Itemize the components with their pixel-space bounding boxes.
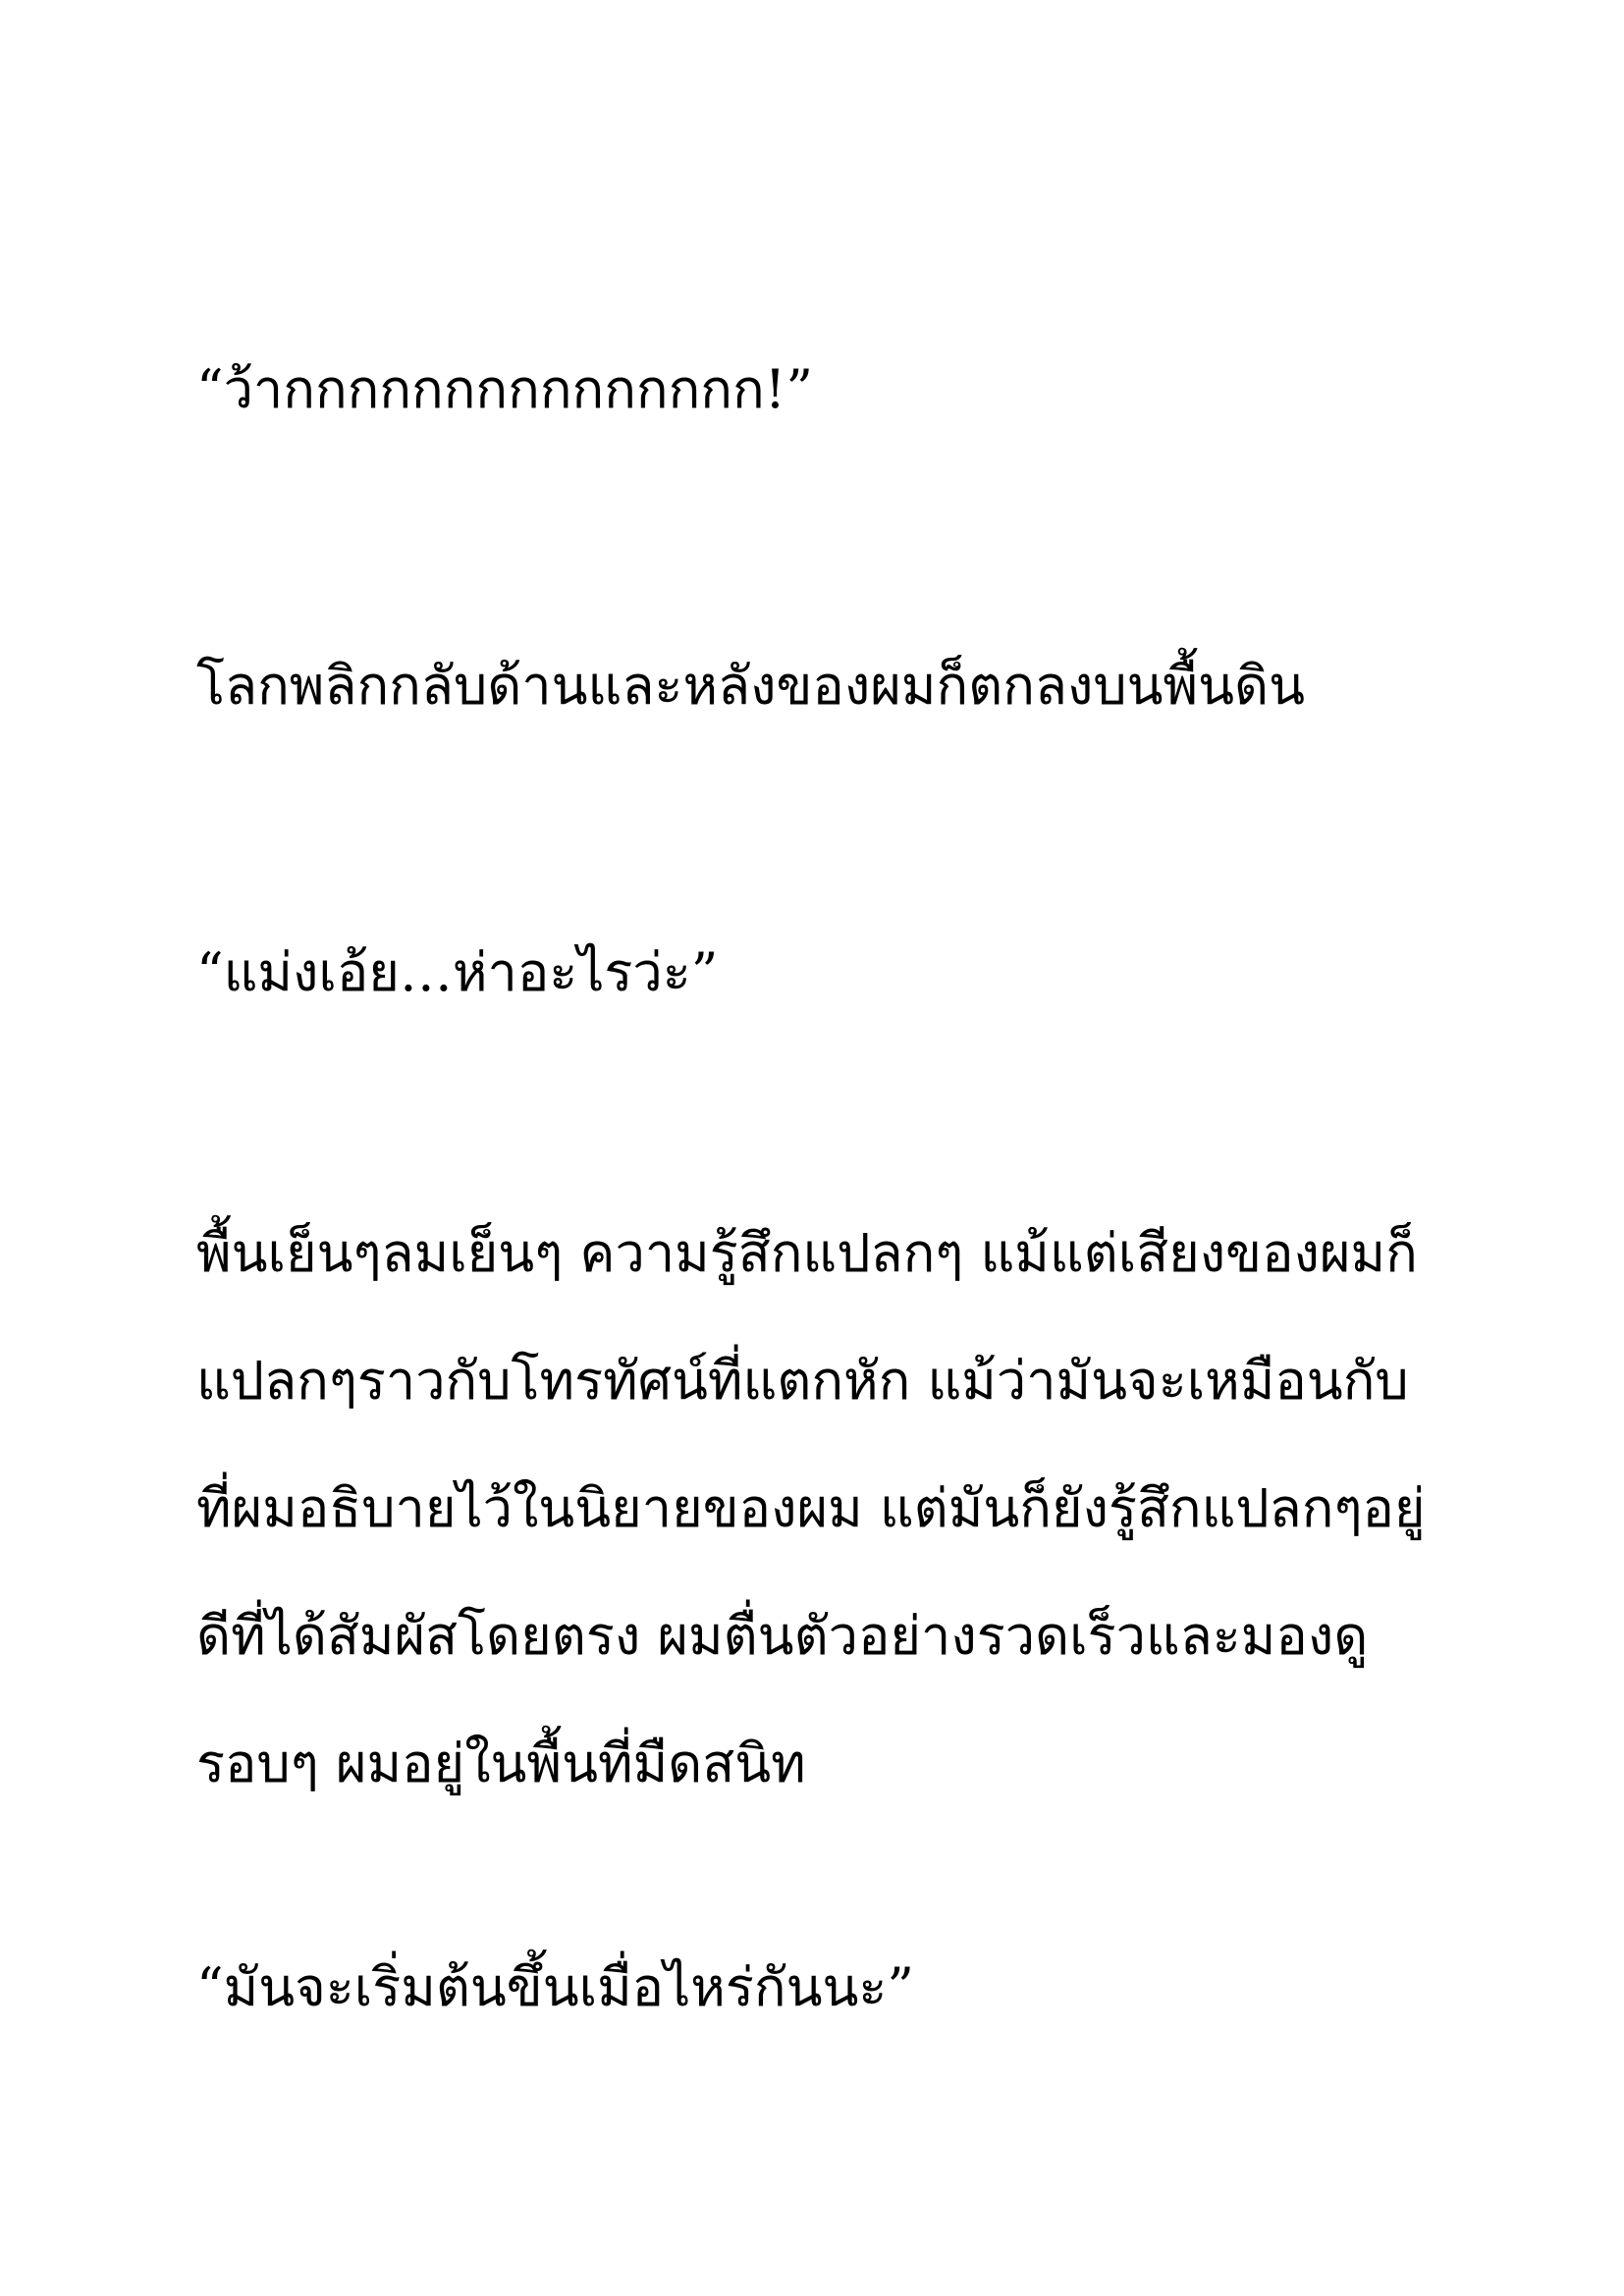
dialogue-question <box>196 1956 915 2018</box>
close-quote: ” <box>887 1956 915 2018</box>
narration-paragraph <box>196 1222 1426 1865</box>
paragraph-line: รอบๆ ผมอยู่ในพื้นที่มืดสนิท <box>196 1733 806 1794</box>
paragraph-line: พื้นเย็นๆลมเย็นๆ ความรู้สึกแปลกๆ แม้แต่เสียงของผมก็ <box>196 1222 1418 1284</box>
paragraph-line: ที่ผมอธิบายไว้ในนิยายของผม แต่มันก็ยังรู้สึกแปลกๆอยู่ <box>196 1477 1426 1539</box>
dialogue-question-text: มันจะเริ่มต้นขึ้นเมื่อไหร่กันนะ <box>223 1956 888 2018</box>
narration-fall: โลกพลิกกลับด้านและหลังของผมก็ตกลงบนพื้นดิน <box>196 655 1306 717</box>
paragraph-line: แปลกๆราวกับโทรทัศน์ที่แตกหัก แม้ว่ามันจะเหมือนกับ <box>196 1350 1409 1412</box>
dialogue-scream: “ว้ากกกกกกกกกกกกกกก!” <box>196 358 813 420</box>
open-quote: “ <box>196 1956 224 2018</box>
paragraph-line: ดีที่ได้สัมผัสโดยตรง ผมตื่นตัวอย่างรวดเร็วและมองดู <box>196 1605 1369 1667</box>
dialogue-curse: “แม่งเอ้ย…ห่าอะไรว่ะ” <box>196 941 719 1003</box>
